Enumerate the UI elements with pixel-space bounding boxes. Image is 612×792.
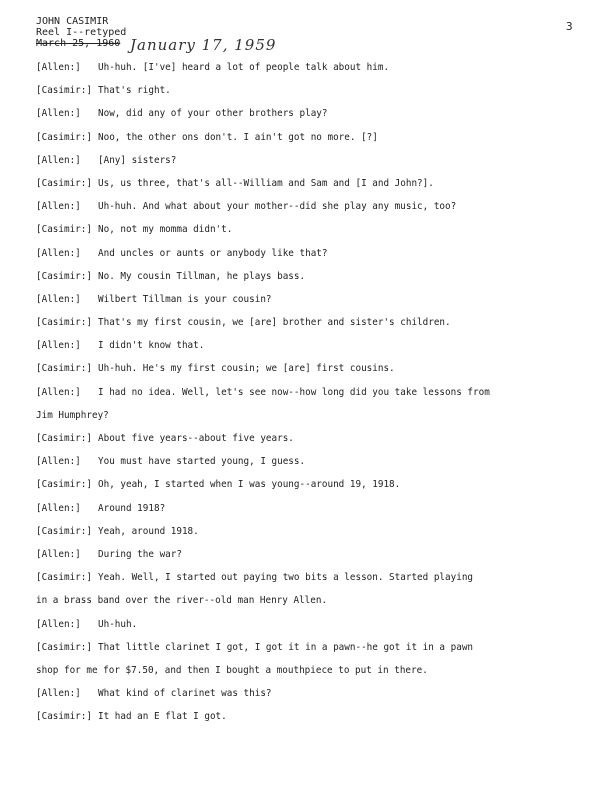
speaker-label: [Allen:] [36,688,81,700]
speaker-label: [Casimir:] [36,711,92,723]
speaker-label: [Casimir:] [36,270,92,282]
speaker-label: [Casimir:] [36,525,92,537]
speaker-label: [Casimir:] [36,363,92,375]
speaker-label: [Allen:] [36,108,81,120]
utterance-text: What kind of clarinet was this? [98,688,272,700]
utterance-text: Uh-huh. [I've] heard a lot of people talk about him. [98,62,390,73]
utterance-text: During the war? [98,548,182,560]
transcript-turn [36,224,596,235]
transcript-turn [36,456,596,467]
transcript-turn [36,619,596,630]
header-typed-date: March 25, 1960 [36,38,121,49]
transcript-turn [36,711,596,722]
transcript-body [36,62,596,734]
transcript-turn [36,433,596,444]
speaker-label: [Casimir:] [36,433,92,444]
transcript-turn [36,85,596,96]
speaker-label: [Casimir:] [36,177,92,189]
utterance-text: You must have started young, I guess. [98,456,306,468]
utterance-text: Uh-huh. And what about your mother--did she play any music, too? [98,201,457,213]
utterance-text: Yeah, around 1918. [98,525,199,537]
speaker-label: [Allen:] [36,548,81,560]
utterance-text: Uh-huh. He's my first cousin; we [are] first cousins. [98,363,395,375]
transcript-turn [36,248,596,259]
speaker-label: [Allen:] [36,502,81,514]
transcript-turn [36,132,596,143]
speaker-label: [Allen:] [36,618,81,630]
utterance-text: No, not my momma didn't. [98,224,233,236]
transcript-turn [36,271,596,282]
utterance-text: That's my first cousin, we [are] brother and sister's children. [98,317,451,329]
page-number: 3 [566,20,573,33]
transcript-turn [36,503,596,514]
speaker-label: [Allen:] [36,293,81,305]
transcript-turn [36,201,596,212]
speaker-label: [Allen:] [36,386,81,398]
speaker-label: [Allen:] [36,247,81,259]
utterance-text: Around 1918? [98,502,166,514]
transcript-turn [36,642,596,676]
header-name: JOHN CASIMIR [36,16,109,27]
utterance-text: Uh-huh. [98,618,138,630]
speaker-label: [Casimir:] [36,85,92,97]
utterance-text: That little clarinet I got, I got it in a pawn--he got it in a pawn [98,641,474,653]
utterance-text: Now, did any of your other brothers play? [98,108,328,120]
utterance-continuation: Jim Humphrey? [36,409,109,421]
utterance-text: I had no idea. Well, let's see now--how long did you take lessons from [98,386,490,398]
transcript-turn [36,479,596,490]
speaker-label: [Allen:] [36,340,81,352]
transcript-turn [36,387,596,421]
speaker-label: [Allen:] [36,456,81,468]
speaker-label: [Casimir:] [36,317,92,329]
utterance-text: Wilbert Tillman is your cousin? [98,293,272,305]
transcript-turn [36,688,596,699]
speaker-label: [Casimir:] [36,131,92,143]
utterance-text: No. My cousin Tillman, he plays bass. [98,270,306,282]
utterance-text: I didn't know that. [98,340,205,352]
utterance-continuation: shop for me for $7.50, and then I bought a mouthpiece to put in there. [36,664,428,676]
utterance-text: Us, us three, that's all--William and Sam and [I and John?]. [98,177,434,189]
utterance-text: It had an E flat I got. [98,711,227,723]
speaker-label: [Casimir:] [36,479,92,491]
utterance-text: Yeah. Well, I started out paying two bits a lesson. Started playing [98,572,474,584]
utterance-text: Noo, the other ons don't. I ain't got no more. [?] [98,131,378,143]
speaker-label: [Casimir:] [36,641,92,653]
utterance-text: Oh, yeah, I started when I was young--around 19, 1918. [98,479,401,491]
speaker-label: [Allen:] [36,62,81,73]
transcript-turn [36,294,596,305]
handwritten-date: January 17, 1959 [130,36,277,54]
utterance-text: That's right. [98,85,171,97]
utterance-text: About five years--about five years. [98,433,294,444]
transcript-turn [36,155,596,166]
header-reel: Reel I--retyped [36,27,127,38]
transcript-turn [36,572,596,606]
speaker-label: [Allen:] [36,201,81,213]
transcript-turn [36,178,596,189]
speaker-label: [Casimir:] [36,224,92,236]
transcript-turn [36,108,596,119]
utterance-text: [Any] sisters? [98,154,177,166]
transcript-turn [36,526,596,537]
utterance-text: And uncles or aunts or anybody like that? [98,247,328,259]
speaker-label: [Casimir:] [36,572,92,584]
transcript-turn [36,340,596,351]
document-header [36,16,126,49]
transcript-turn [36,363,596,374]
transcript-turn [36,317,596,328]
transcript-turn [36,62,596,73]
speaker-label: [Allen:] [36,154,81,166]
transcript-turn [36,549,596,560]
utterance-continuation: in a brass band over the river--old man Henry Allen. [36,595,328,607]
